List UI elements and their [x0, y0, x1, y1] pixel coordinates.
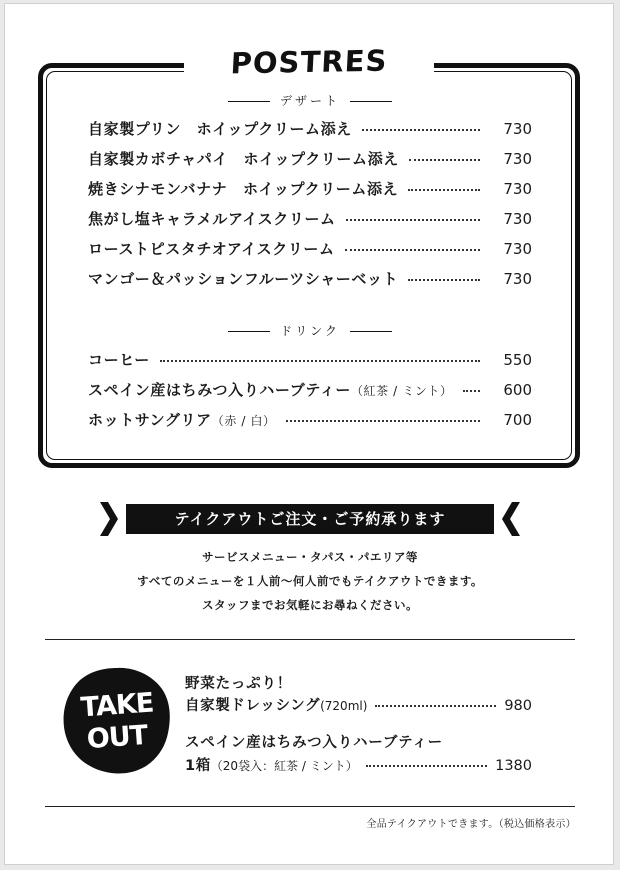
footnote: 全品テイクアウトできます。（税込価格表示） — [366, 819, 576, 830]
page-title: POSTRES — [229, 43, 389, 81]
takeout-item: 1箱（20袋入：紅茶 / ミント） 1380 — [185, 758, 532, 774]
drink-section-label: ドリンク — [0, 322, 620, 339]
takeout-item: 自家製ドレッシング(720ml) 980 — [185, 698, 532, 714]
drink-item: コーヒー 550 — [88, 351, 532, 369]
menu-item: ローストピスタチオアイスクリーム 730 — [88, 240, 532, 258]
drink-item: スペイン産はちみつ入りハーブティー（紅茶 / ミント） 600 — [88, 381, 532, 399]
menu-item: 焼きシナモンバナナ ホイップクリーム添え 730 — [88, 180, 532, 198]
takeout-item-heading: 野菜たっぷり！ — [185, 676, 293, 692]
takeout-banner: テイクアウトご注文・ご予約承ります — [126, 504, 494, 534]
takeout-item-heading: スペイン産はちみつ入りハーブティー — [185, 735, 443, 751]
menu-item: マンゴー＆パッションフルーツシャーベット 730 — [88, 270, 532, 288]
takeout-badge-line2: OUT — [85, 719, 149, 756]
info-line: すべてのメニューを１人前〜何人前でもテイクアウトできます。 — [137, 574, 483, 588]
takeout-badge-line1: TAKE — [79, 687, 155, 724]
divider — [45, 639, 575, 640]
divider — [45, 806, 575, 807]
drink-item: ホットサングリア（赤 / 白） 700 — [88, 411, 532, 429]
info-line: サービスメニュー・タパス・パエリア等 — [202, 550, 418, 564]
menu-item: 自家製カボチャパイ ホイップクリーム添え 730 — [88, 150, 532, 168]
info-line: スタッフまでお気軽にお尋ねください。 — [202, 598, 418, 612]
chevron-right-icon — [100, 502, 122, 536]
chevron-left-icon — [498, 502, 520, 536]
menu-item: 自家製プリン ホイップクリーム添え 730 — [88, 120, 532, 138]
menu-item: 焦がし塩キャラメルアイスクリーム 730 — [88, 210, 532, 228]
dessert-section-label: デザート — [0, 92, 620, 109]
